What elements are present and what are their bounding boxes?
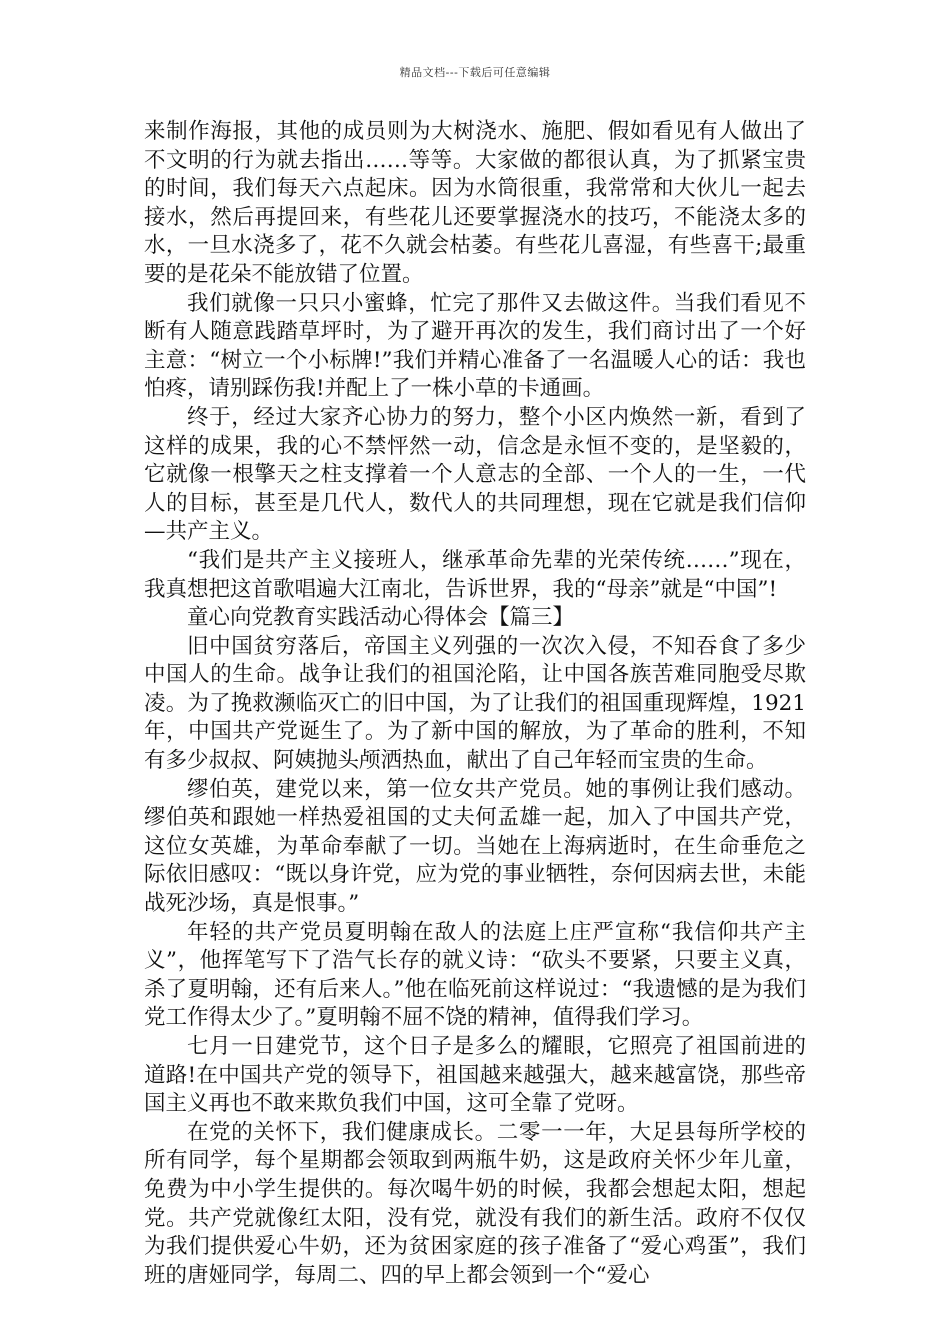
page-header: 精品文档---下载后可任意编辑 [399, 66, 551, 79]
paragraph: 终于，经过大家齐心协力的努力，整个小区内焕然一新，看到了这样的成果，我的心不禁怦然一动，信念是永恒不变的，是坚毅的，它就像一根擎天之柱支撑着一个人意志的全部、一个人的一生，一代人的目标，甚至是几代人，数代人的共同理想，现在它就是我们信仰—共产主义。 [144, 404, 806, 545]
paragraph: 七月一日建党节，这个日子是多么的耀眼，它照亮了祖国前进的道路!在中国共产党的领导下，祖国越来越强大，越来越富饶，那些帝国主义再也不敢来欺负我们中国，这可全靠了党呀。 [144, 1034, 806, 1117]
section-title: 童心向党教育实践活动心得体会【篇三】 [187, 605, 575, 631]
paragraph: 缪伯英，建党以来，第一位女共产党员。她的事例让我们感动。缪伯英和跟她一样热爱祖国的丈夫何孟雄一起，加入了中国共产党，这位女英雄，为革命奉献了一切。当她在上海病逝时，在生命垂危之际依旧感叹：“既以身许党，应为党的事业牺牲，奈何因病去世，未能战死沙场，真是恨事。” [144, 776, 806, 917]
paragraph: “我们是共产主义接班人，继承革命先辈的光荣传统……”现在，我真想把这首歌唱遍大江南北，告诉世界，我的“母亲”就是“中国”! [144, 547, 806, 602]
paragraph: 来制作海报，其他的成员则为大树浇水、施肥、假如看见有人做出了不文明的行为就去指出……等等。大家做的都很认真，为了抓紧宝贵的时间，我们每天六点起床。因为水筒很重，我常常和大伙儿一起去接水，然后再提回来，有些花儿还要掌握浇水的技巧，不能浇太多的水，一旦水浇多了，花不久就会枯萎。有些花儿喜湿，有些喜干;最重要的是花朵不能放错了位置。 [144, 119, 806, 287]
document-body [144, 118, 806, 1290]
paragraph: 在党的关怀下，我们健康成长。二零一一年，大足县每所学校的所有同学，每个星期都会领取到两瓶牛奶，这是政府关怀少年儿童，免费为中小学生提供的。每次喝牛奶的时候，我都会想起太阳，想起党。共产党就像红太阳，没有党，就没有我们的新生活。政府不仅仅为我们提供爱心牛奶，还为贫困家庭的孩子准备了“爱心鸡蛋”，我们班的唐娅同学，每周二、四的早上都会领到一个“爱心 [144, 1119, 806, 1288]
paragraph: 旧中国贫穷落后，帝国主义列强的一次次入侵，不知吞食了多少中国人的生命。战争让我们的祖国沦陷，让中国各族苦难同胞受尽欺凌。为了挽救濒临灭亡的旧中国，为了让我们的祖国重现辉煌，1921年，中国共产党诞生了。为了新中国的解放，为了革命的胜利，不知有多少叔叔、阿姨抛头颅洒热血，献出了自己年轻而宝贵的生命。 [144, 633, 806, 774]
paragraph: 年轻的共产党员夏明翰在敌人的法庭上庄严宣称“我信仰共产主义”，他挥笔写下了浩气长存的就义诗：“砍头不要紧，只要主义真，杀了夏明翰，还有后来人。”他在临死前这样说过：“我遗憾的是为我们党工作得太少了。”夏明翰不屈不饶的精神，值得我们学习。 [144, 919, 806, 1031]
paragraph: 我们就像一只只小蜜蜂，忙完了那件又去做这件。当我们看见不断有人随意践踏草坪时，为了避开再次的发生，我们商讨出了一个好主意：“树立一个小标牌!”我们并精心准备了一名温暖人心的话：我也怕疼，请别踩伤我!并配上了一株小草的卡通画。 [144, 290, 806, 402]
